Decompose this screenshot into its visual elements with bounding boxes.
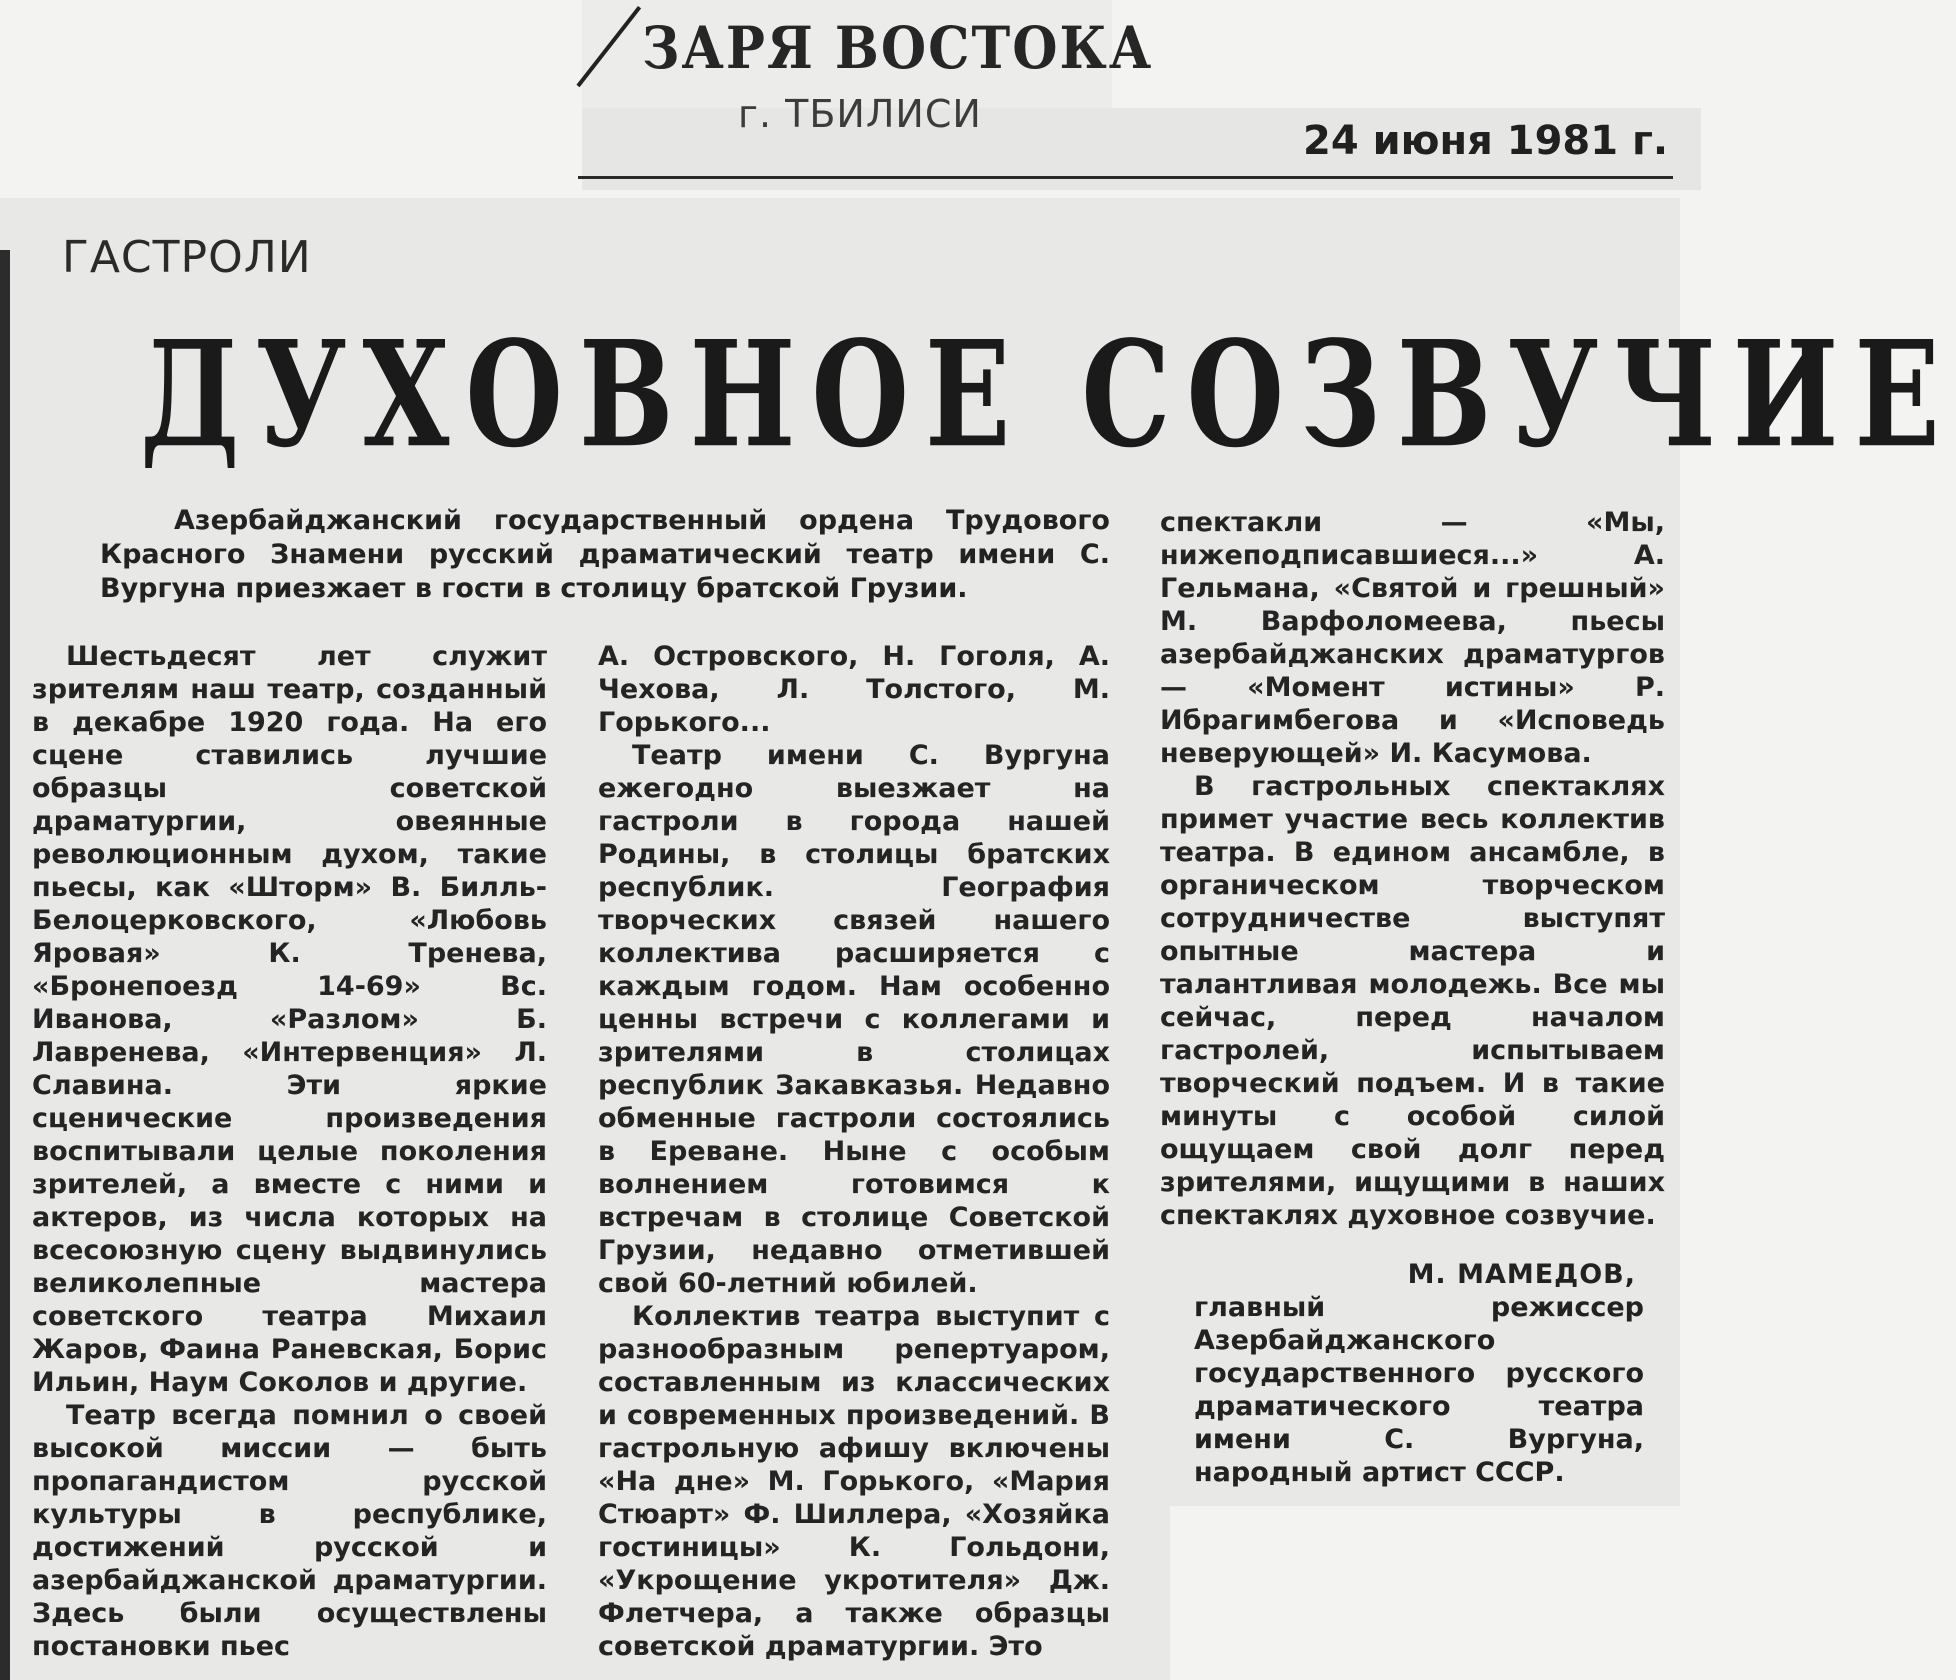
paragraph: Шестьдесят лет служит зрителям наш театр, созданный в декабре 1920 года. На его сцене ставились лучшие образцы советской драматургии, овеянные революционным духом, такие пьесы, как «Шторм» В. Билль-Белоцерковского, «Любовь Яровая» К. Тренева, «Бронепоезд 14-69» Вс. Иванова, «Разлом» Б. Лавренева, «Интервенция» Л. Славина. Эти яркие сценические произведения воспитывали целые поколения зрителей, а вместе с ними и актеров, из числа которых на всесоюзную сцену выдвинулись великолепные мастера советского театра Михаил Жаров, Фаина Раневская, Борис Ильин, Наум Соколов и другие. [32, 641, 547, 1398]
article-lead: Азербайджанский государственный ордена Трудового Красного Знамени русский драматический театр имени С. Вургуна приезжает в гости в столицу братской Грузии. [100, 505, 1110, 604]
paragraph: В гастрольных спектаклях примет участие весь коллектив театра. В едином ансамбле, в органическом творческом сотрудничестве выступят опытные мастера и талантливая молодежь. Все мы сейчас, перед началом гастролей, испытываем творческий подъем. И в такие минуты с особой силой ощущаем свой долг перед зрителями, ищущими в наших спектаклях духовное созвучие. [1160, 771, 1665, 1231]
article-column-3 [1160, 506, 1665, 1232]
masthead-rule [578, 176, 1673, 179]
paragraph: Театр всегда помнил о своей высокой миссии — быть пропагандистом русской культуры в республике, достижений русской и азербайджанской драматургии. Здесь были осуществлены постановки пьес [32, 1400, 547, 1662]
article-column-2 [598, 640, 1110, 1663]
author-name: М. МАМЕДОВ, [1407, 1259, 1636, 1290]
paragraph: А. Островского, Н. Гоголя, А. Чехова, Л. Толстого, М. Горького... [598, 641, 1110, 738]
clipping-edge-shadow [0, 250, 10, 1680]
paragraph: Театр имени С. Вургуна ежегодно выезжает на гастроли в города нашей Родины, в столицы братских республик. География творческих связей нашего коллектива расширяется с каждым годом. Нам особенно ценны встречи с коллегами и зрителями в столицах республик Закавказья. Недавно обменные гастроли состоялись в Ереване. Ныне с особым волнением готовимся к встречам в столице Советской Грузии, недавно отметившей свой 60-летний юбилей. [598, 740, 1110, 1299]
publication-date: 24 июня 1981 г. [1303, 118, 1669, 164]
article-headline: ДУХОВНОЕ СОЗВУЧИЕ [140, 310, 1956, 481]
newspaper-name: ЗАРЯ ВОСТОКА [642, 14, 1154, 83]
paragraph: Коллектив театра выступит с разнообразным репертуаром, составленным из классических и современных произведений. В гастрольную афишу включены «На дне» М. Горького, «Мария Стюарт» Ф. Шиллера, «Хозяйка гостиницы» К. Гольдони, «Укрощение укротителя» Дж. Флетчера, а также образцы советской драматургии. Это [598, 1301, 1110, 1662]
author-signature [1194, 1258, 1644, 1489]
article-rubric: ГАСТРОЛИ [62, 232, 312, 283]
newspaper-city: г. ТБИЛИСИ [738, 92, 982, 136]
article-column-1 [32, 640, 547, 1663]
paragraph: спектакли — «Мы, нижеподписавшиеся...» А. Гельмана, «Святой и грешный» М. Варфоломеева, пьесы азербайджанских драматургов — «Момент истины» Р. Ибрагимбегова и «Исповедь неверующей» И. Касумова. [1160, 507, 1665, 769]
author-title: главный режиссер Азербайджанского государственного русского драматического театра имени С. Вургуна, народный артист СССР. [1194, 1292, 1644, 1488]
